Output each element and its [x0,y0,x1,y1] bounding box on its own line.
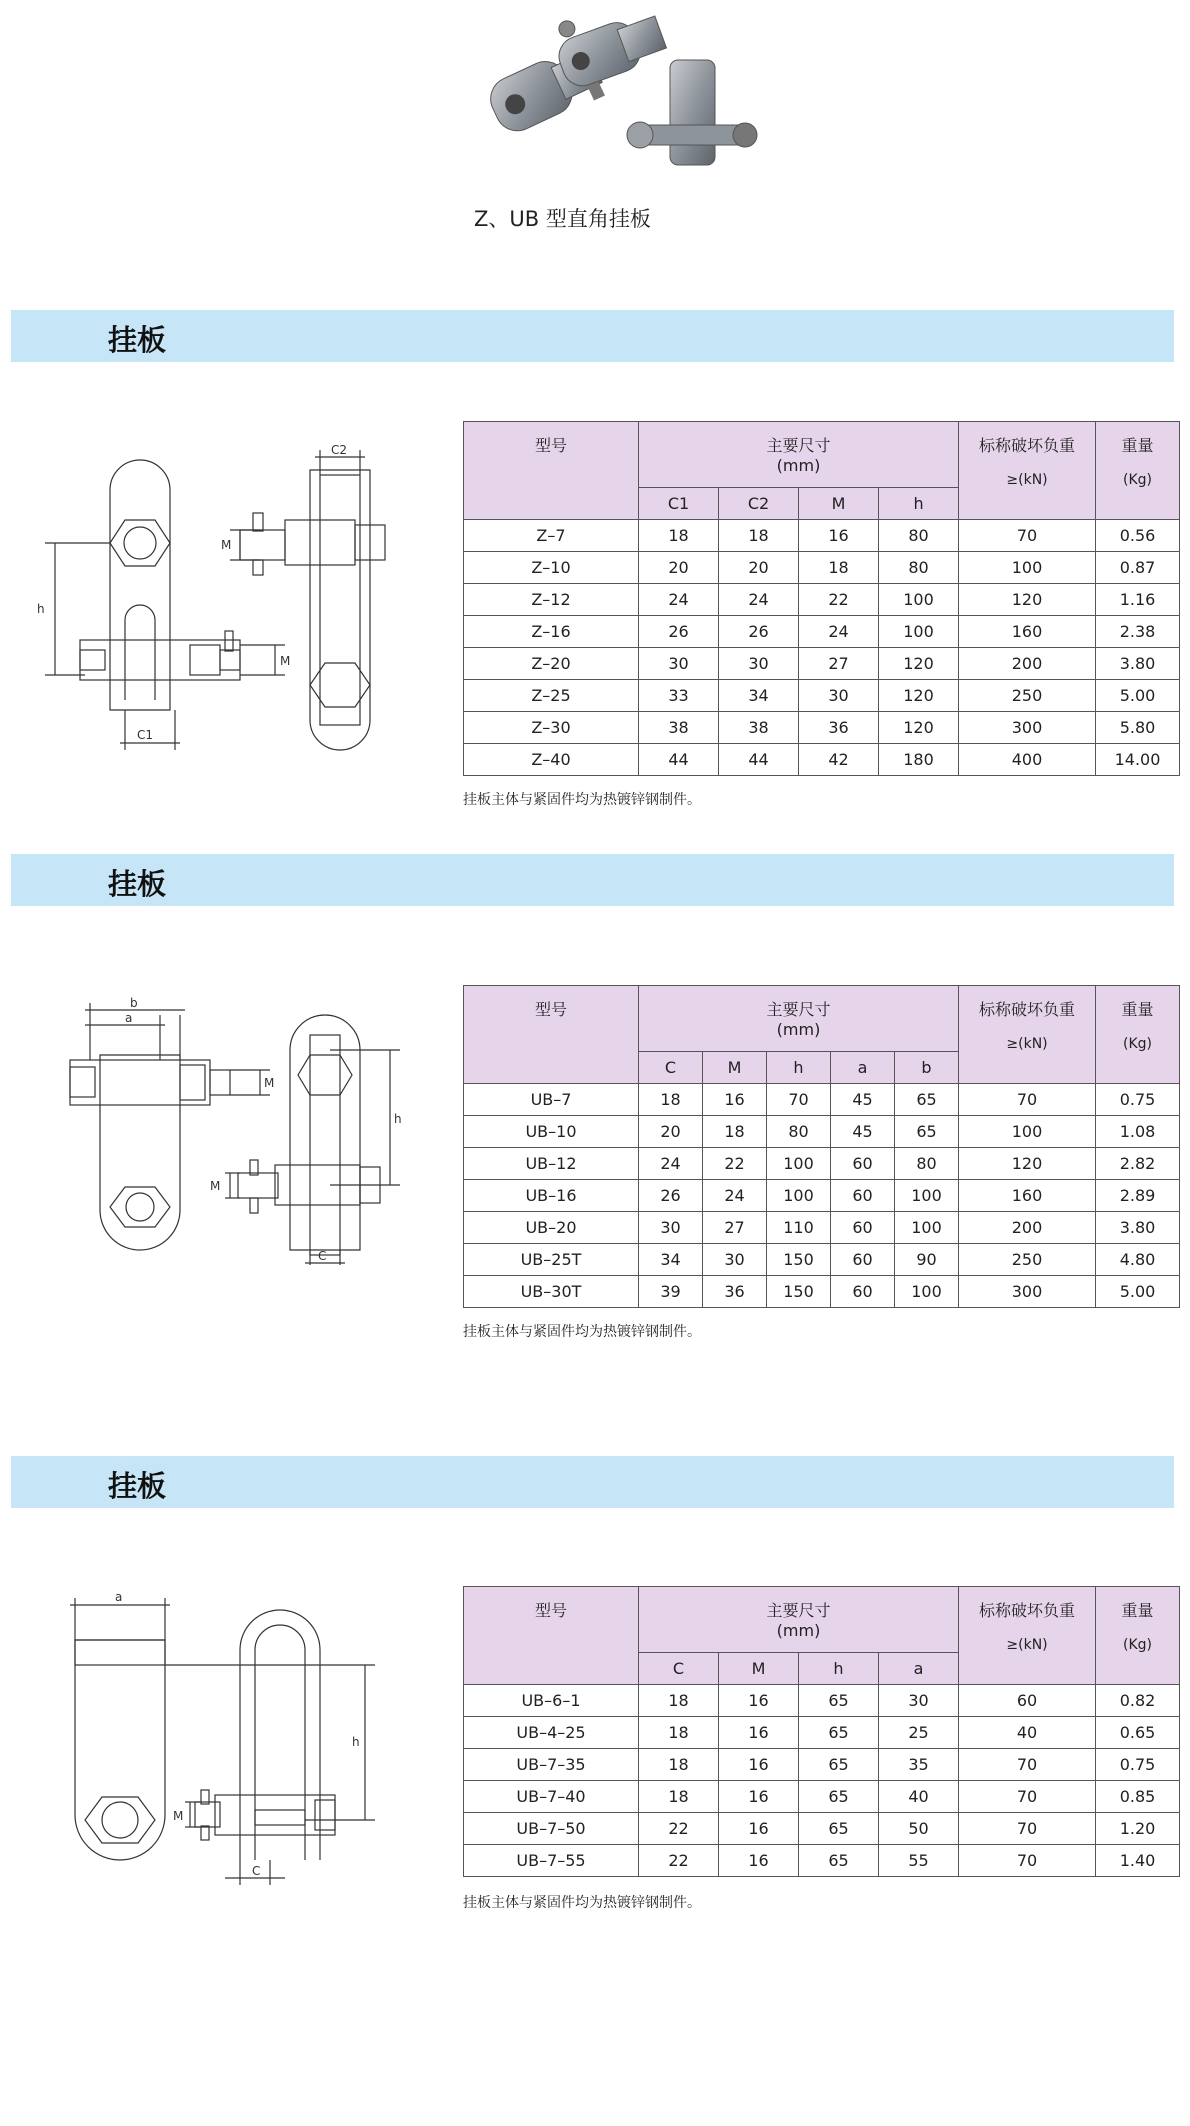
table-cell: 22 [799,584,879,616]
section-1-technical-drawing [25,445,425,765]
table-cell: 80 [879,552,959,584]
spec-table-ub [463,985,1180,1308]
table-cell: 0.75 [1096,1084,1180,1116]
table-cell: 100 [959,1116,1096,1148]
bolt-side-view [215,1795,335,1835]
table-row [464,616,1180,648]
header-weight: 重量 (Kg) [1096,986,1180,1084]
table-cell: 34 [719,680,799,712]
table-cell: 18 [639,1084,703,1116]
header-model: 型号 [464,1587,639,1685]
table-cell: 30 [639,648,719,680]
table-cell: 100 [767,1180,831,1212]
table-cell: 100 [895,1212,959,1244]
bolt-shank-lower [80,640,240,680]
table-cell: 65 [799,1845,879,1877]
plate-side-view [310,470,370,750]
table-cell: 0.75 [1096,1749,1180,1781]
table-cell: 65 [799,1781,879,1813]
table-cell: 26 [639,1180,703,1212]
cell-model: Z–20 [464,648,639,680]
table-cell: 100 [959,552,1096,584]
dim-label-c: C [318,1249,327,1263]
dim-label-m-lower: M [210,1179,221,1193]
table-cell: 27 [799,648,879,680]
table-cell: 40 [959,1717,1096,1749]
table-cell: 18 [799,552,879,584]
table-cell: 22 [639,1813,719,1845]
header-load: 标称破坏负重 ≥(kN) [959,422,1096,520]
table-cell: 24 [799,616,879,648]
table-row [464,1781,1180,1813]
header-dims: 主要尺寸 (mm) [639,422,959,488]
table-cell: 110 [767,1212,831,1244]
photo-caption: Z、UB 型直角挂板 [474,207,651,231]
cell-model: UB–16 [464,1180,639,1212]
table-cell: 18 [639,1749,719,1781]
table-row [464,1212,1180,1244]
table-row [464,1148,1180,1180]
table-cell: 80 [767,1116,831,1148]
table-cell: 0.56 [1096,520,1180,552]
table-cell: 18 [719,520,799,552]
table-cell: 100 [879,584,959,616]
table-cell: 3.80 [1096,648,1180,680]
section-1-header-bar [11,310,1174,362]
table-row [464,1685,1180,1717]
table-cell: 100 [895,1276,959,1308]
cell-model: UB–7–35 [464,1749,639,1781]
table-row [464,1116,1180,1148]
table-cell: 30 [719,648,799,680]
cell-model: Z–10 [464,552,639,584]
section-3-note: 挂板主体与紧固件均为热镀锌钢制件。 [463,1895,701,1911]
header-col: h [767,1052,831,1084]
table-cell: 16 [719,1781,799,1813]
table-row [464,1084,1180,1116]
table-cell: 4.80 [1096,1244,1180,1276]
table-cell: 30 [799,680,879,712]
header-col: M [799,488,879,520]
table-row [464,1813,1180,1845]
table-cell: 2.38 [1096,616,1180,648]
dim-label-m-lower: M [280,654,291,668]
table-cell: 42 [799,744,879,776]
table-cell: 44 [719,744,799,776]
section-1-note: 挂板主体与紧固件均为热镀锌钢制件。 [463,792,701,808]
table-cell: 18 [639,520,719,552]
table-cell: 70 [959,1084,1096,1116]
cell-model: UB–20 [464,1212,639,1244]
table-cell: 300 [959,712,1096,744]
table-cell: 30 [639,1212,703,1244]
header-col: M [719,1653,799,1685]
table-cell: 16 [719,1717,799,1749]
table-cell: 45 [831,1116,895,1148]
header-col: M [703,1052,767,1084]
section-1-title: 挂板 [108,323,167,357]
table-row [464,520,1180,552]
section-3-title: 挂板 [108,1469,167,1503]
table-cell: 60 [959,1685,1096,1717]
table-cell: 20 [719,552,799,584]
table-cell: 36 [703,1276,767,1308]
table-row [464,648,1180,680]
spec-table-z [463,421,1180,776]
table-cell: 120 [959,584,1096,616]
table-cell: 20 [639,1116,703,1148]
table-cell: 60 [831,1212,895,1244]
table-cell: 18 [703,1116,767,1148]
table-cell: 24 [639,584,719,616]
table-cell: 65 [799,1813,879,1845]
table-cell: 70 [959,1781,1096,1813]
table-cell: 60 [831,1244,895,1276]
table-cell: 90 [895,1244,959,1276]
cell-model: UB–7–40 [464,1781,639,1813]
header-col: C [639,1653,719,1685]
table-cell: 16 [719,1813,799,1845]
table-cell: 14.00 [1096,744,1180,776]
table-cell: 250 [959,680,1096,712]
table-cell: 3.80 [1096,1212,1180,1244]
table-cell: 55 [879,1845,959,1877]
table-cell: 18 [639,1717,719,1749]
dim-label-h: h [352,1735,360,1749]
table-cell: 1.08 [1096,1116,1180,1148]
table-cell: 65 [895,1116,959,1148]
table-cell: 1.20 [1096,1813,1180,1845]
table-row [464,584,1180,616]
table-cell: 0.85 [1096,1781,1180,1813]
cell-model: Z–7 [464,520,639,552]
cell-model: UB–6–1 [464,1685,639,1717]
table-cell: 120 [879,712,959,744]
cell-model: UB–7–55 [464,1845,639,1877]
dim-label-h: h [37,602,45,616]
table-row [464,680,1180,712]
table-cell: 65 [799,1717,879,1749]
section-3-technical-drawing [55,1590,395,1890]
table-cell: 150 [767,1244,831,1276]
table-cell: 100 [879,616,959,648]
table-cell: 22 [703,1148,767,1180]
header-weight: 重量 (Kg) [1096,1587,1180,1685]
table-cell: 35 [879,1749,959,1781]
table-cell: 24 [639,1148,703,1180]
table-cell: 39 [639,1276,703,1308]
table-cell: 16 [719,1845,799,1877]
table-cell: 300 [959,1276,1096,1308]
table-cell: 120 [879,680,959,712]
plate-front-view [75,1640,165,1860]
table-cell: 1.16 [1096,584,1180,616]
table-cell: 24 [703,1180,767,1212]
table-cell: 27 [703,1212,767,1244]
table-row [464,1717,1180,1749]
table-cell: 60 [831,1276,895,1308]
table-cell: 0.82 [1096,1685,1180,1717]
cell-model: Z–30 [464,712,639,744]
table-cell: 18 [639,1685,719,1717]
table-cell: 36 [799,712,879,744]
header-col: C1 [639,488,719,520]
table-cell: 16 [719,1749,799,1781]
table-cell: 200 [959,1212,1096,1244]
table-cell: 70 [959,1845,1096,1877]
table-cell: 70 [959,1813,1096,1845]
header-load: 标称破坏负重 ≥(kN) [959,986,1096,1084]
table-cell: 65 [799,1749,879,1781]
cell-model: UB–4–25 [464,1717,639,1749]
table-row [464,1244,1180,1276]
table-cell: 20 [639,552,719,584]
table-cell: 80 [879,520,959,552]
table-cell: 60 [831,1148,895,1180]
dim-label-m-upper: M [221,538,232,552]
header-model: 型号 [464,422,639,520]
table-cell: 150 [767,1276,831,1308]
header-col: h [879,488,959,520]
header-col: C [639,1052,703,1084]
table-cell: 16 [799,520,879,552]
header-model: 型号 [464,986,639,1084]
section-2-title: 挂板 [108,867,167,901]
header-weight: 重量 (Kg) [1096,422,1180,520]
header-col: h [799,1653,879,1685]
table-cell: 34 [639,1244,703,1276]
table-cell: 160 [959,616,1096,648]
table-cell: 70 [959,1749,1096,1781]
dim-label-c2: C2 [331,445,348,457]
table-cell: 30 [703,1244,767,1276]
table-cell: 50 [879,1813,959,1845]
table-cell: 5.80 [1096,712,1180,744]
table-cell: 5.00 [1096,680,1180,712]
cell-model: UB–30T [464,1276,639,1308]
cell-model: Z–40 [464,744,639,776]
table-cell: 0.87 [1096,552,1180,584]
table-cell: 38 [639,712,719,744]
dim-label-b: b [130,996,138,1010]
table-cell: 16 [703,1084,767,1116]
header-col: a [831,1052,895,1084]
table-row [464,1276,1180,1308]
table-cell: 5.00 [1096,1276,1180,1308]
table-row [464,1845,1180,1877]
table-cell: 80 [895,1148,959,1180]
dim-label-a: a [115,1590,123,1604]
table-cell: 18 [639,1781,719,1813]
table-cell: 44 [639,744,719,776]
cell-model: Z–16 [464,616,639,648]
spec-table-ub-small [463,1586,1180,1877]
table-cell: 16 [719,1685,799,1717]
table-cell: 45 [831,1084,895,1116]
section-2-technical-drawing [60,995,420,1265]
dim-label-c: C [252,1864,261,1878]
table-cell: 120 [959,1148,1096,1180]
table-cell: 40 [879,1781,959,1813]
table-cell: 400 [959,744,1096,776]
header-col: b [895,1052,959,1084]
table-row [464,712,1180,744]
dim-label-c1: C1 [137,728,154,742]
table-cell: 100 [767,1148,831,1180]
table-cell: 38 [719,712,799,744]
table-row [464,1749,1180,1781]
table-cell: 26 [639,616,719,648]
dim-label-a: a [125,1011,133,1025]
header-dims: 主要尺寸 (mm) [639,1587,959,1653]
header-col: a [879,1653,959,1685]
table-row [464,1180,1180,1212]
cell-model: UB–25T [464,1244,639,1276]
table-cell: 100 [895,1180,959,1212]
table-cell: 65 [895,1084,959,1116]
plate-top-cap [75,1640,165,1665]
header-load: 标称破坏负重 ≥(kN) [959,1587,1096,1685]
dim-label-m: M [173,1809,184,1823]
table-cell: 70 [767,1084,831,1116]
dim-label-h: h [394,1112,402,1126]
table-cell: 120 [879,648,959,680]
dim-label-m-upper: M [264,1076,275,1090]
table-cell: 33 [639,680,719,712]
table-cell: 65 [799,1685,879,1717]
table-cell: 2.89 [1096,1180,1180,1212]
table-cell: 24 [719,584,799,616]
table-row [464,744,1180,776]
table-cell: 250 [959,1244,1096,1276]
section-3-header-bar [11,1456,1174,1508]
cell-model: UB–7–50 [464,1813,639,1845]
cell-model: Z–12 [464,584,639,616]
section-2-header-bar [11,854,1174,906]
section-2-note: 挂板主体与紧固件均为热镀锌钢制件。 [463,1324,701,1340]
table-cell: 26 [719,616,799,648]
table-cell: 30 [879,1685,959,1717]
cell-model: UB–12 [464,1148,639,1180]
header-dims: 主要尺寸 (mm) [639,986,959,1052]
table-cell: 1.40 [1096,1845,1180,1877]
cell-model: UB–10 [464,1116,639,1148]
table-cell: 25 [879,1717,959,1749]
u-bolt-side-view [240,1610,320,1860]
cell-model: Z–25 [464,680,639,712]
table-cell: 22 [639,1845,719,1877]
table-row [464,552,1180,584]
table-cell: 180 [879,744,959,776]
header-col: C2 [719,488,799,520]
cell-model: UB–7 [464,1084,639,1116]
table-cell: 60 [831,1180,895,1212]
table-cell: 200 [959,648,1096,680]
table-cell: 160 [959,1180,1096,1212]
table-cell: 70 [959,520,1096,552]
table-cell: 0.65 [1096,1717,1180,1749]
plate-front-view [110,460,170,710]
table-cell: 2.82 [1096,1148,1180,1180]
